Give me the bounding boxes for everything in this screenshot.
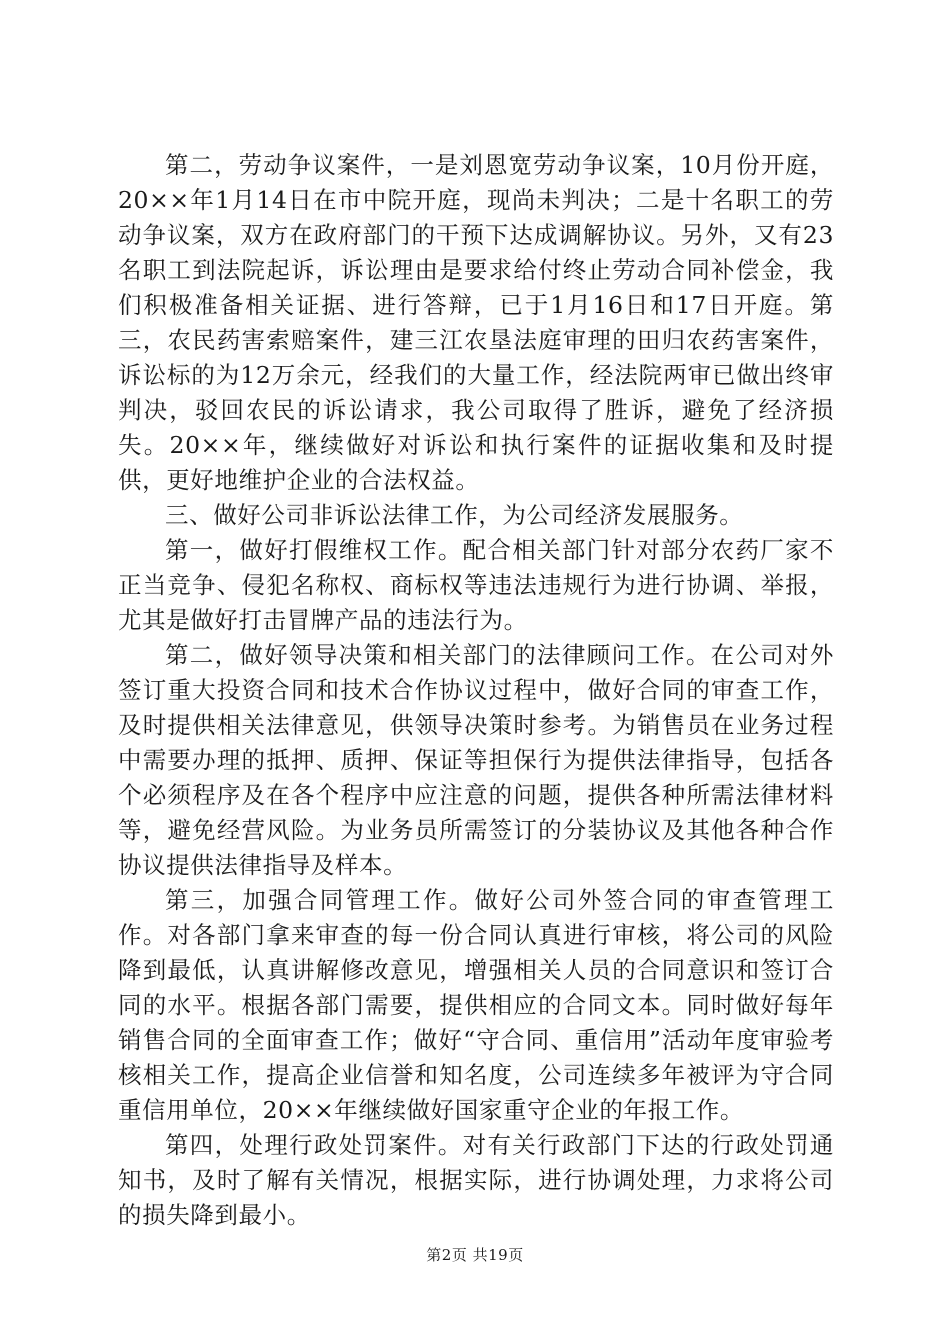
paragraph-anti-counterfeit: 第一，做好打假维权工作。配合相关部门针对部分农药厂家不正当竞争、侵犯名称权、商标权等违法违规行为进行协调、举报，尤其是做好打击冒牌产品的违法行为。 <box>118 536 834 634</box>
paragraph-contract-management: 第三，加强合同管理工作。做好公司外签合同的审查管理工作。对各部门拿来审查的每一份合同认真进行审核，将公司的风险降到最低，认真讲解修改意见，增强相关人员的合同意识和签订合同的水平。根据各部门需要，提供相应的合同文本。同时做好每年销售合同的全面审查工作；做好“守合同、重信用”活动年度审验考核相关工作，提高企业信誉和知名度，公司连续多年被评为守合同重信用单位，20××年继续做好国家重守企业的年报工作。 <box>118 886 834 1124</box>
document-body <box>118 148 834 1233</box>
page-number-footer: 第2页 共19页 <box>426 1246 524 1264</box>
paragraph-legal-advisor: 第二，做好领导决策和相关部门的法律顾问工作。在公司对外签订重大投资合同和技术合作协议过程中，做好合同的审查工作，及时提供相关法律意见，供领导决策时参考。为销售员在业务过程中需要办理的抵押、质押、保证等担保行为提供法律指导，包括各个必须程序及在各个程序中应注意的问题，提供各种所需法律材料等，避免经营风险。为业务员所需签订的分装协议及其他各种合作协议提供法律指导及样本。 <box>118 641 834 879</box>
section-heading-non-litigation: 三、做好公司非诉讼法律工作，为公司经济发展服务。 <box>165 501 744 529</box>
paragraph-labor-disputes: 第二，劳动争议案件，一是刘恩宽劳动争议案，10月份开庭，20××年1月14日在市中院开庭，现尚未判决；二是十名职工的劳动争议案，双方在政府部门的干预下达成调解协议。另外，又有23名职工到法院起诉，诉讼理由是要求给付终止劳动合同补偿金，我们积极准备相关证据、进行答辩，已于1月16日和17日开庭。第三，农民药害索赔案件，建三江农垦法庭审理的田归农药害案件，诉讼标的为12万余元，经我们的大量工作，经法院两审已做出终审判决，驳回农民的诉讼请求，我公司取得了胜诉，避免了经济损失。20××年，继续做好对诉讼和执行案件的证据收集和及时提供，更好地维护企业的合法权益。 <box>118 151 834 494</box>
paragraph-administrative-penalty: 第四，处理行政处罚案件。对有关行政部门下达的行政处罚通知书，及时了解有关情况，根据实际，进行协调处理，力求将公司的损失降到最小。 <box>118 1131 834 1229</box>
